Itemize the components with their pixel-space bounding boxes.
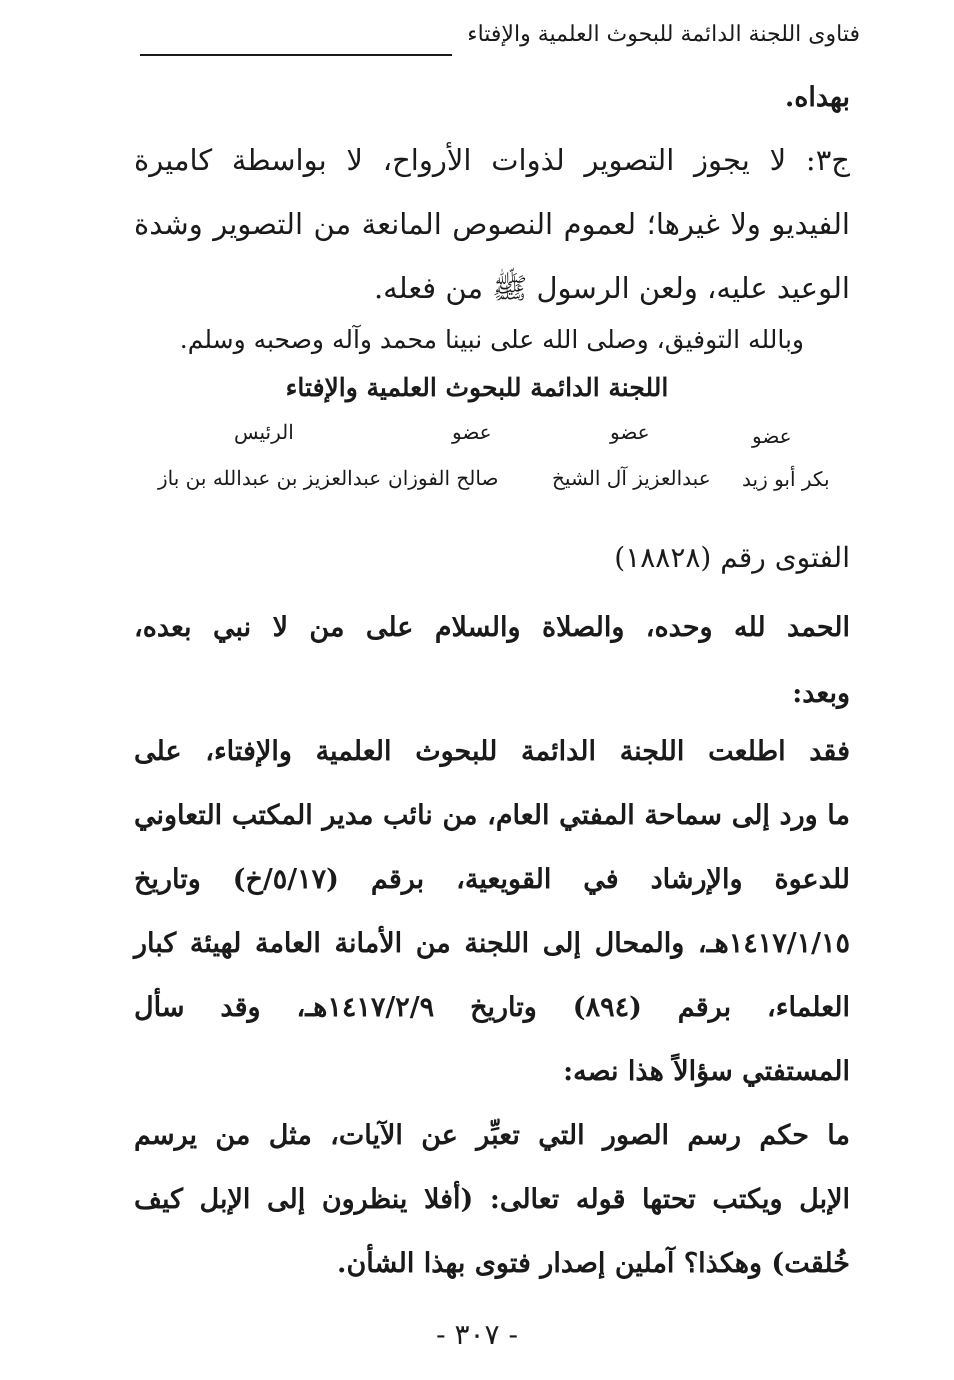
chairman-role: الرئيس xyxy=(234,420,294,444)
member-2-role: عضو xyxy=(610,420,650,444)
member-1-name: بكر أبو زيد xyxy=(742,467,830,491)
question-line-1: ما حكم رسم الصور التي تعبِّر عن الآيات، مثل من يرسم xyxy=(134,1120,850,1151)
body-line-3: للدعوة والإرشاد في القويعية، برقم (٥/١٧/خ) وتاريخ xyxy=(134,864,850,895)
body-line-5: العلماء، برقم (٨٩٤) وتاريخ ١٤١٧/٢/٩هـ، وقد سأل xyxy=(134,992,850,1023)
closing-line: وبالله التوفيق، وصلى الله على نبينا محمد وآله وصحبه وسلم. xyxy=(179,325,804,354)
body-line-6: المستفتي سؤالاً هذا نصه: xyxy=(563,1056,850,1087)
running-header xyxy=(140,18,860,58)
answer-tail: بهداه. xyxy=(784,82,850,113)
body-line-2: ما ورد إلى سماحة المفتي العام، من نائب مدير المكتب التعاوني xyxy=(134,800,850,831)
chairman-name: عبدالعزيز بن عبدالله بن باز xyxy=(158,466,382,490)
fatwa-number: الفتوى رقم (١٨٨٢٨) xyxy=(614,541,850,574)
answer-line-2: الفيديو ولا غيرها؛ لعموم النصوص المانعة من التصوير وشدة xyxy=(134,207,850,241)
body-line-1: فقد اطلعت اللجنة الدائمة للبحوث العلمية والإفتاء، على xyxy=(134,736,850,767)
member-2-name: عبدالعزيز آل الشيخ xyxy=(552,466,711,490)
page-number: - ٣٠٧ - xyxy=(436,1318,518,1351)
question-line-2: الإبل ويكتب تحتها قوله تعالى: (أفلا ينظرون إلى الإبل كيف xyxy=(134,1184,850,1215)
member-1-role: عضو xyxy=(752,424,792,448)
committee-name: اللجنة الدائمة للبحوث العلمية والإفتاء xyxy=(285,373,669,402)
member-3-role: عضو xyxy=(452,420,492,444)
member-3-name: صالح الفوزان xyxy=(388,466,499,490)
question-line-3: خُلقت) وهكذا؟ آملين إصدار فتوى بهذا الشأن. xyxy=(337,1248,850,1279)
answer-line-1: ج٣: لا يجوز التصوير لذوات الأرواح، لا بواسطة كاميرة xyxy=(134,143,850,177)
intro-line-1: الحمد لله وحده، والصلاة والسلام على من لا نبي بعده، xyxy=(134,612,850,643)
body-line-4: ١٤١٧/١/١٥هـ، والمحال إلى اللجنة من الأمانة العامة لهيئة كبار xyxy=(134,928,850,959)
header-rule xyxy=(140,54,452,56)
header-title: فتاوى اللجنة الدائمة للبحوث العلمية والإفتاء xyxy=(467,22,860,47)
answer-line-3: الوعيد عليه، ولعن الرسول ﷺ من فعله. xyxy=(373,271,850,305)
intro-line-2: وبعد: xyxy=(792,678,850,709)
